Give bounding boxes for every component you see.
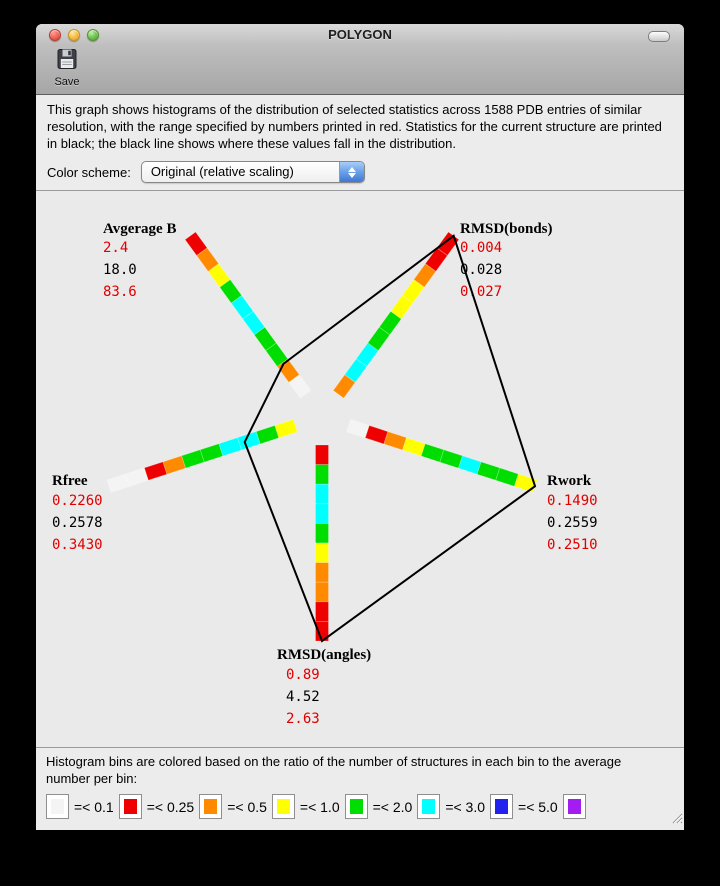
legend-swatch-blue [490, 794, 513, 819]
legend-bin-label: =< 5.0 [518, 798, 558, 815]
histogram-bin [316, 563, 329, 583]
axis-min-value: 2.4 [103, 240, 129, 256]
histogram-bin [316, 504, 329, 524]
polygon-chart-svg [36, 191, 684, 747]
axis-current-value: 0.2559 [547, 515, 598, 531]
legend-bin-label: =< 2.0 [372, 798, 413, 815]
color-scheme-row [47, 161, 673, 183]
legend-swatch-white [46, 794, 69, 819]
legend-color-chip [422, 799, 435, 814]
axis-current-value: 0.028 [460, 262, 503, 278]
legend-swatch-green [345, 794, 368, 819]
histogram-arm [347, 419, 537, 492]
axis-max-value: 0.027 [460, 284, 503, 300]
legend-color-chip [350, 799, 363, 814]
legend-color-chip [495, 799, 508, 814]
axis-min-value: 0.004 [460, 240, 503, 256]
color-scheme-selected-value: Original (relative scaling) [150, 164, 294, 179]
description-text: This graph shows histograms of the distribution of selected statistics across 1588 PDB entries of similar resolution, with the range specified by numbers printed in red. Statistics for the current structure are printed in black; the black line shows where these values fall in the distribution. [47, 102, 662, 151]
histogram-bin [316, 582, 329, 602]
legend-swatch-cyan [417, 794, 440, 819]
histogram-bin [316, 484, 329, 504]
toolbar-toggle-button[interactable] [648, 31, 670, 42]
axis-min-value: 0.2260 [52, 493, 103, 509]
axis-min-value: 0.1490 [547, 493, 598, 509]
window-chrome [36, 24, 684, 95]
histogram-arm [333, 232, 459, 398]
axis-max-value: 0.3430 [52, 537, 103, 553]
save-floppy-icon [56, 48, 78, 75]
axis-max-value: 0.2510 [547, 537, 598, 553]
color-scheme-label: Color scheme: [47, 164, 131, 180]
legend-text: Histogram bins are colored based on the ratio of the number of structures in each bin to the average number per bin: [46, 754, 622, 786]
histogram-bin [316, 543, 329, 563]
description-panel [36, 95, 684, 191]
save-button[interactable] [44, 48, 90, 92]
legend-bin-label: =< 3.0 [445, 798, 486, 815]
histogram-bin [316, 445, 329, 465]
legend-bin-label: =< 0.1 [74, 798, 114, 815]
histogram-bin [316, 465, 329, 485]
axis-min-value: 0.89 [286, 667, 320, 683]
legend-bin-label: =< 1.0 [299, 798, 340, 815]
legend-bin-label: =< 0.25 [146, 798, 195, 815]
axis-label: RMSD(angles) [277, 647, 372, 663]
legend-color-chip [277, 799, 290, 814]
axis-current-value: 4.52 [286, 689, 320, 705]
polygon-window [36, 24, 684, 830]
legend-swatch-orange [199, 794, 222, 819]
toolbar [36, 46, 684, 94]
legend-color-chip [124, 799, 137, 814]
title-bar[interactable] [36, 24, 684, 46]
legend-color-chip [204, 799, 217, 814]
legend-panel [36, 747, 684, 830]
resize-grip-icon[interactable] [670, 811, 683, 829]
save-button-label: Save [54, 76, 80, 88]
color-scheme-dropdown[interactable] [141, 161, 365, 183]
histogram-arm [316, 445, 329, 641]
legend-color-chip [51, 799, 64, 814]
legend-swatch-purple [563, 794, 586, 819]
legend-swatch-yellow [272, 794, 295, 819]
axis-label: Rfree [52, 473, 88, 489]
histogram-arm [107, 419, 297, 492]
histogram-bin [316, 602, 329, 622]
popup-arrows-icon [339, 162, 364, 182]
axis-label: RMSD(bonds) [460, 221, 553, 237]
axis-current-value: 18.0 [103, 262, 137, 278]
legend-bins-row [46, 794, 674, 819]
axis-current-value: 0.2578 [52, 515, 103, 531]
histogram-arm [185, 232, 311, 398]
legend-color-chip [568, 799, 581, 814]
axis-label: Avgerage B [103, 221, 177, 237]
axis-max-value: 83.6 [103, 284, 137, 300]
window-title: POLYGON [328, 27, 392, 42]
histogram-bin [316, 523, 329, 543]
axis-max-value: 2.63 [286, 711, 320, 727]
axis-label: Rwork [547, 473, 592, 489]
legend-swatch-red [119, 794, 142, 819]
histogram-bin [107, 474, 130, 492]
legend-bin-label: =< 0.5 [227, 798, 267, 815]
plot-panel [36, 191, 684, 747]
